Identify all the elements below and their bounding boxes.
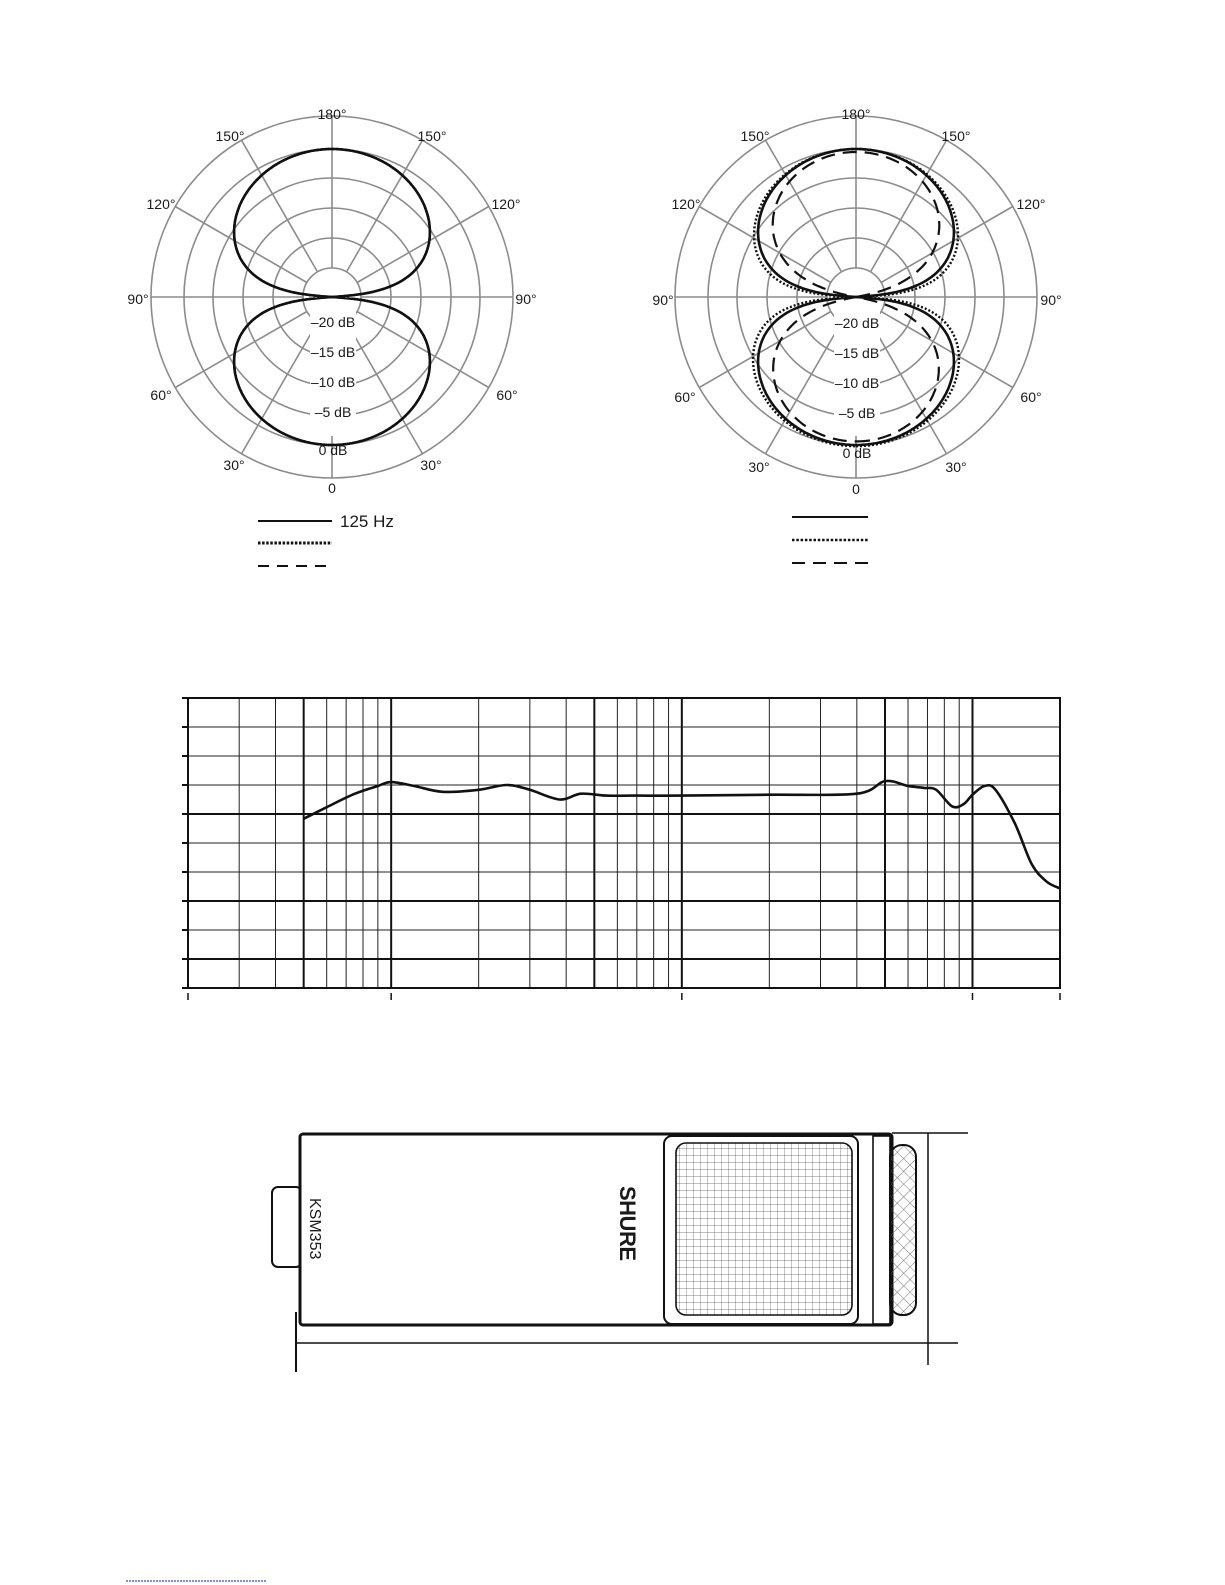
brand-logo: SHURE	[615, 1186, 640, 1261]
angle-label: 150°	[941, 128, 971, 144]
angle-label: 180°	[317, 106, 347, 122]
db-label: –20 dB	[834, 315, 880, 331]
angle-label: 120°	[491, 196, 521, 212]
angle-label: 60°	[674, 389, 696, 405]
db-label: –5 dB	[838, 405, 876, 421]
end-cap-mesh	[890, 1145, 916, 1315]
angle-label: 180°	[841, 106, 871, 122]
angle-label: 120°	[146, 196, 176, 212]
legend-label: 125 Hz	[340, 512, 394, 531]
db-label: –20 dB	[310, 314, 356, 330]
angle-label: 120°	[1016, 196, 1046, 212]
db-label: –10 dB	[310, 374, 356, 390]
db-label: –5 dB	[314, 404, 352, 420]
frequency-response-chart	[182, 698, 1060, 1000]
angle-label: 150°	[740, 128, 770, 144]
angle-label: 0	[328, 480, 336, 496]
legend	[792, 517, 868, 563]
angle-label: 150°	[417, 128, 447, 144]
angle-label: 120°	[671, 196, 701, 212]
angle-label: 60°	[1020, 389, 1042, 405]
xlr-connector	[272, 1187, 302, 1267]
mic-ring	[873, 1136, 890, 1324]
db-label: –10 dB	[834, 375, 880, 391]
angle-label: 30°	[945, 459, 967, 475]
angle-label: 60°	[496, 387, 518, 403]
db-label: –15 dB	[834, 345, 880, 361]
polar-pattern-chart-right	[652, 106, 1061, 563]
angle-label: 90°	[1040, 292, 1062, 308]
polar-pattern-chart-left	[127, 106, 536, 566]
angle-label: 150°	[215, 128, 245, 144]
angle-label: 60°	[150, 387, 172, 403]
db-label: 0 dB	[842, 445, 872, 461]
angle-label: 0	[852, 481, 860, 497]
grille-mesh	[676, 1143, 852, 1315]
angle-label: 90°	[515, 291, 537, 307]
angle-label: 30°	[748, 459, 770, 475]
legend	[258, 512, 394, 566]
model-label: KSM353	[306, 1198, 323, 1260]
angle-label: 30°	[223, 457, 245, 473]
angle-label: 30°	[420, 457, 442, 473]
angle-label: 90°	[652, 292, 674, 308]
db-label: –15 dB	[310, 344, 356, 360]
microphone-dimension-drawing	[272, 1133, 968, 1372]
db-label: 0 dB	[318, 442, 348, 458]
angle-label: 90°	[127, 291, 149, 307]
